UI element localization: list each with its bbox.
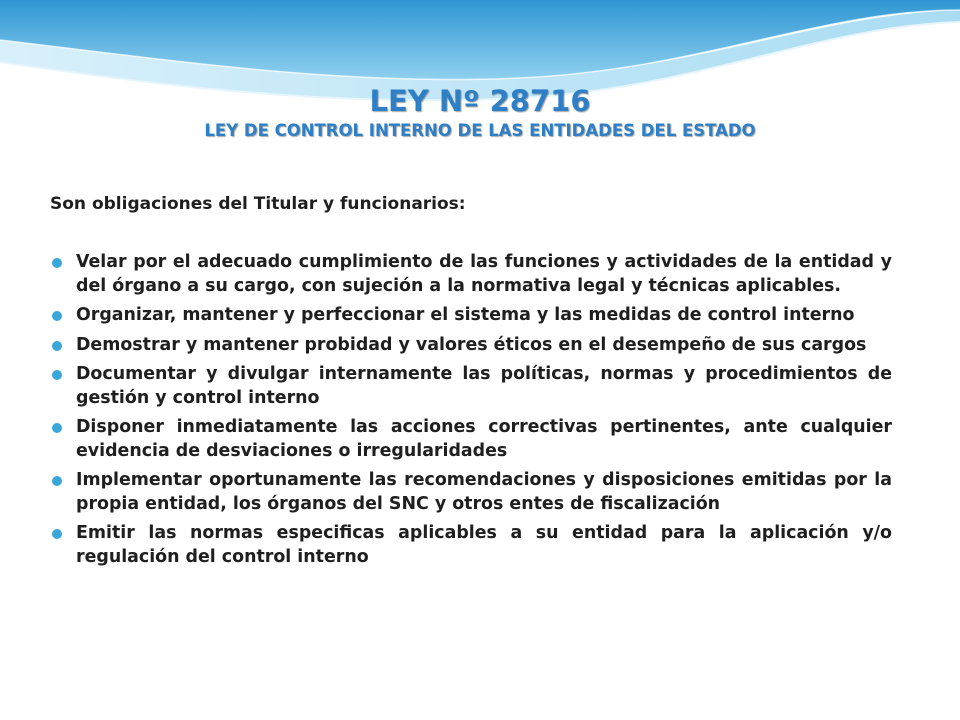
bullet-dot-icon	[52, 423, 62, 433]
list-item	[50, 304, 892, 328]
list-item	[50, 334, 892, 358]
list-item	[50, 251, 892, 298]
intro-text: Son obligaciones del Titular y funcionarios:	[50, 194, 466, 214]
list-item	[50, 469, 892, 516]
obligations-list	[50, 251, 892, 575]
list-item-text: Implementar oportunamente las recomendaciones y disposiciones emitidas por la propia entidad, los órganos del SNC y otros entes de fiscalización	[76, 470, 892, 514]
list-item-text: Velar por el adecuado cumplimiento de las funciones y actividades de la entidad y del órgano a su cargo, con sujeción a la normativa legal y técnicas aplicables.	[76, 252, 892, 296]
bullet-dot-icon	[52, 476, 62, 486]
bullet-dot-icon	[52, 370, 62, 380]
list-item	[50, 522, 892, 569]
slide-subtitle: LEY DE CONTROL INTERNO DE LAS ENTIDADES DEL ESTADO	[204, 121, 756, 140]
bullet-dot-icon	[52, 258, 62, 268]
list-item	[50, 416, 892, 463]
list-item-text: Disponer inmediatamente las acciones correctivas pertinentes, ante cualquier evidencia de desviaciones o irregularidades	[76, 417, 892, 461]
list-item-text: Organizar, mantener y perfeccionar el sistema y las medidas de control interno	[76, 305, 855, 325]
list-item-text: Demostrar y mantener probidad y valores éticos en el desempeño de sus cargos	[76, 334, 867, 355]
bullet-dot-icon	[52, 311, 62, 321]
slide-title: LEY Nº 28716	[369, 84, 591, 118]
list-item-text: Emitir las normas especificas aplicables a su entidad para la aplicación y/o regulación del control interno	[76, 523, 892, 567]
title-block	[0, 84, 960, 142]
bullet-dot-icon	[52, 529, 62, 539]
list-item	[50, 363, 892, 410]
bullet-dot-icon	[52, 341, 62, 351]
list-item-text: Documentar y divulgar internamente las políticas, normas y procedimientos de gestión y control interno	[76, 364, 892, 408]
